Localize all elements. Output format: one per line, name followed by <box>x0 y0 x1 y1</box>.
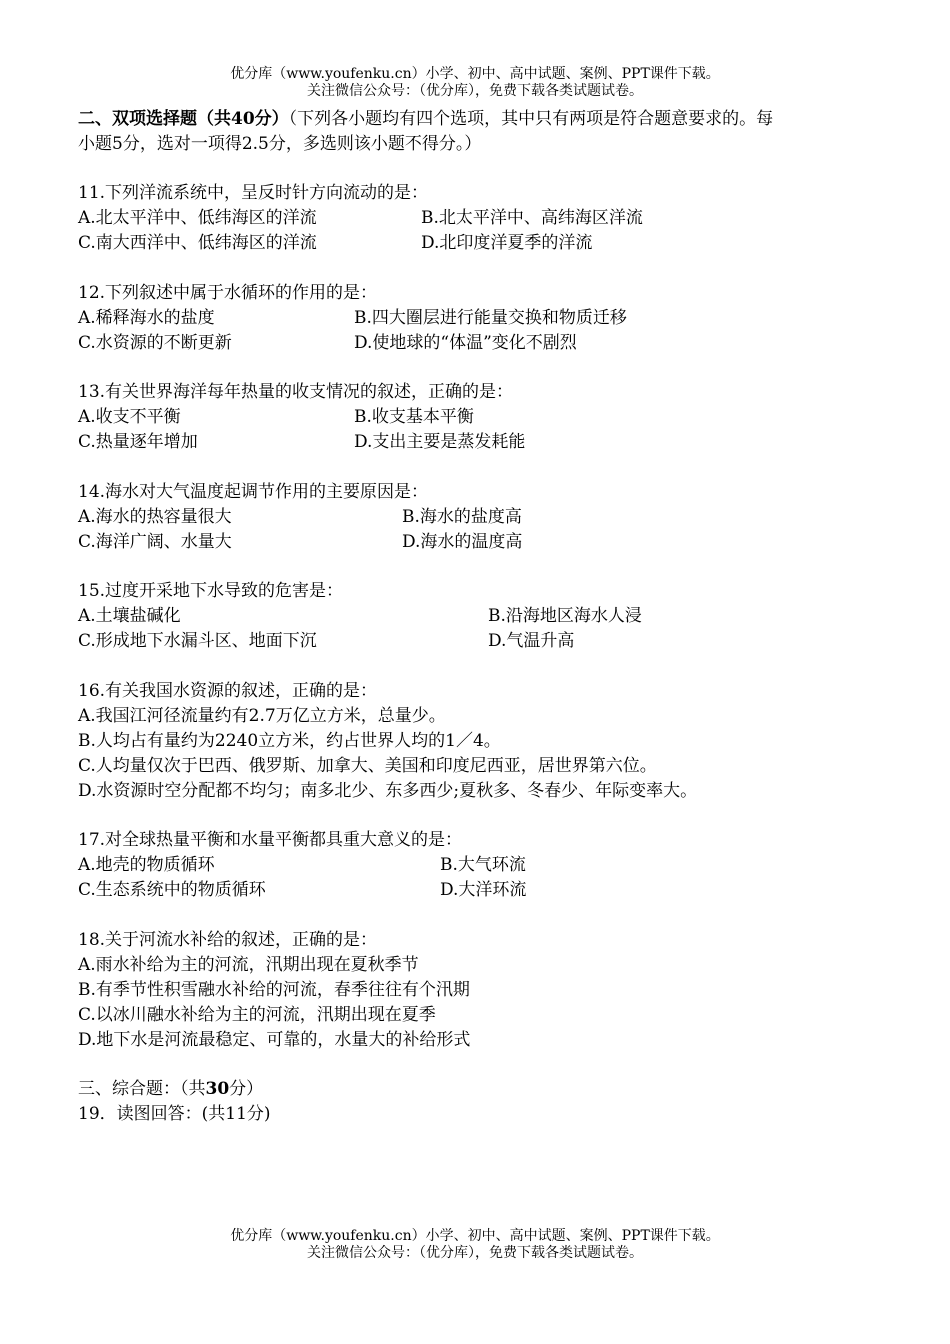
question-13-option-a: A.收支不平衡 <box>78 407 181 427</box>
section3-title <box>78 1078 263 1100</box>
question-18-option-a: A.雨水补给为主的河流，汛期出现在夏秋季节 <box>78 955 419 975</box>
question-11-stem: 11.下列洋流系统中，呈反时针方向流动的是： <box>78 183 429 203</box>
question-14-option-d: D.海水的温度高 <box>402 532 523 552</box>
question-15-option-c: C.形成地下水漏斗区、地面下沉 <box>78 631 317 651</box>
footer-line-2: 关注微信公众号：（优分库），免费下载各类试题试卷。 <box>307 1245 643 1261</box>
question-15-option-d: D.气温升高 <box>488 631 575 651</box>
question-16-stem: 16.有关我国水资源的叙述，正确的是： <box>78 681 378 701</box>
header-line-1: 优分库（www.youfenku.cn）小学、初中、高中试题、案例、PPT课件下载。 <box>230 66 720 82</box>
question-13-option-d: D.支出主要是蒸发耗能 <box>354 432 526 452</box>
question-19-stem: 19．读图回答：(共11分) <box>78 1104 271 1124</box>
question-12-stem: 12.下列叙述中属于水循环的作用的是： <box>78 283 378 303</box>
question-14-option-a: A.海水的热容量很大 <box>78 507 232 527</box>
question-17-option-a: A.地壳的物质循环 <box>78 855 215 875</box>
question-12-option-d: D.使地球的“体温”变化不剧烈 <box>354 333 577 353</box>
question-14-stem: 14.海水对大气温度起调节作用的主要原因是： <box>78 482 429 502</box>
question-11-option-a: A.北太平洋中、低纬海区的洋流 <box>78 208 317 228</box>
question-18-option-c: C.以冰川融水补给为主的河流，汛期出现在夏季 <box>78 1005 436 1025</box>
question-12-option-a: A.稀释海水的盐度 <box>78 308 215 328</box>
question-15-option-b: B.沿海地区海水人浸 <box>488 606 642 626</box>
section2-title-line <box>78 108 773 130</box>
question-14-option-b: B.海水的盐度高 <box>402 507 522 527</box>
question-17-option-d: D.大洋环流 <box>440 880 527 900</box>
question-12-option-c: C.水资源的不断更新 <box>78 333 232 353</box>
section3-title-prefix: 三、综合题：（共 <box>78 1079 206 1099</box>
question-11-option-c: C.南大西洋中、低纬海区的洋流 <box>78 233 317 253</box>
question-13-stem: 13.有关世界海洋每年热量的收支情况的叙述，正确的是： <box>78 382 514 402</box>
question-11-option-b: B.北太平洋中、高纬海区洋流 <box>421 208 643 228</box>
question-16-option-c: C.人均量仅次于巴西、俄罗斯、加拿大、美国和印度尼西亚，居世界第六位。 <box>78 756 657 776</box>
question-16-option-d: D.水资源时空分配都不均匀；南多北少、东多西少;夏秋多、冬春少、年际变率大。 <box>78 781 698 801</box>
question-17-stem: 17.对全球热量平衡和水量平衡都具重大意义的是： <box>78 830 463 850</box>
section3-title-suffix: 分） <box>229 1079 264 1099</box>
section2-instruction-a: （下列各小题均有四个选项，其中只有两项是符合题意要求的。每 <box>288 109 774 129</box>
question-13-option-c: C.热量逐年增加 <box>78 432 198 452</box>
footer-line-1: 优分库（www.youfenku.cn）小学、初中、高中试题、案例、PPT课件下载。 <box>230 1228 720 1244</box>
section2-instruction-b: 小题5分，选对一项得2.5分，多选则该小题不得分。） <box>78 134 482 154</box>
question-18-option-d: D.地下水是河流最稳定、可靠的，水量大的补给形式 <box>78 1030 471 1050</box>
section2-title: 二、双项选择题（共40分） <box>78 109 289 129</box>
header-line-2: 关注微信公众号：（优分库），免费下载各类试题试卷。 <box>307 83 643 99</box>
question-16-option-b: B.人均占有量约为2240立方米，约占世界人均的1／4。 <box>78 731 501 751</box>
section3-title-score: 30 <box>205 1079 230 1099</box>
question-18-option-b: B.有季节性积雪融水补给的河流，春季往往有个汛期 <box>78 980 470 1000</box>
page-header <box>0 66 950 100</box>
question-15-option-a: A.土壤盐碱化 <box>78 606 181 626</box>
question-13-option-b: B.收支基本平衡 <box>354 407 474 427</box>
question-17-option-b: B.大气环流 <box>440 855 526 875</box>
question-12-option-b: B.四大圈层进行能量交换和物质迁移 <box>354 308 627 328</box>
question-16-option-a: A.我国江河径流量约有2.7万亿立方米，总量少。 <box>78 706 446 726</box>
question-18-stem: 18.关于河流水补给的叙述，正确的是： <box>78 930 378 950</box>
page-footer <box>0 1228 950 1262</box>
question-14-option-c: C.海洋广阔、水量大 <box>78 532 232 552</box>
question-11-option-d: D.北印度洋夏季的洋流 <box>421 233 593 253</box>
question-15-stem: 15.过度开采地下水导致的危害是： <box>78 581 344 601</box>
question-17-option-c: C.生态系统中的物质循环 <box>78 880 266 900</box>
